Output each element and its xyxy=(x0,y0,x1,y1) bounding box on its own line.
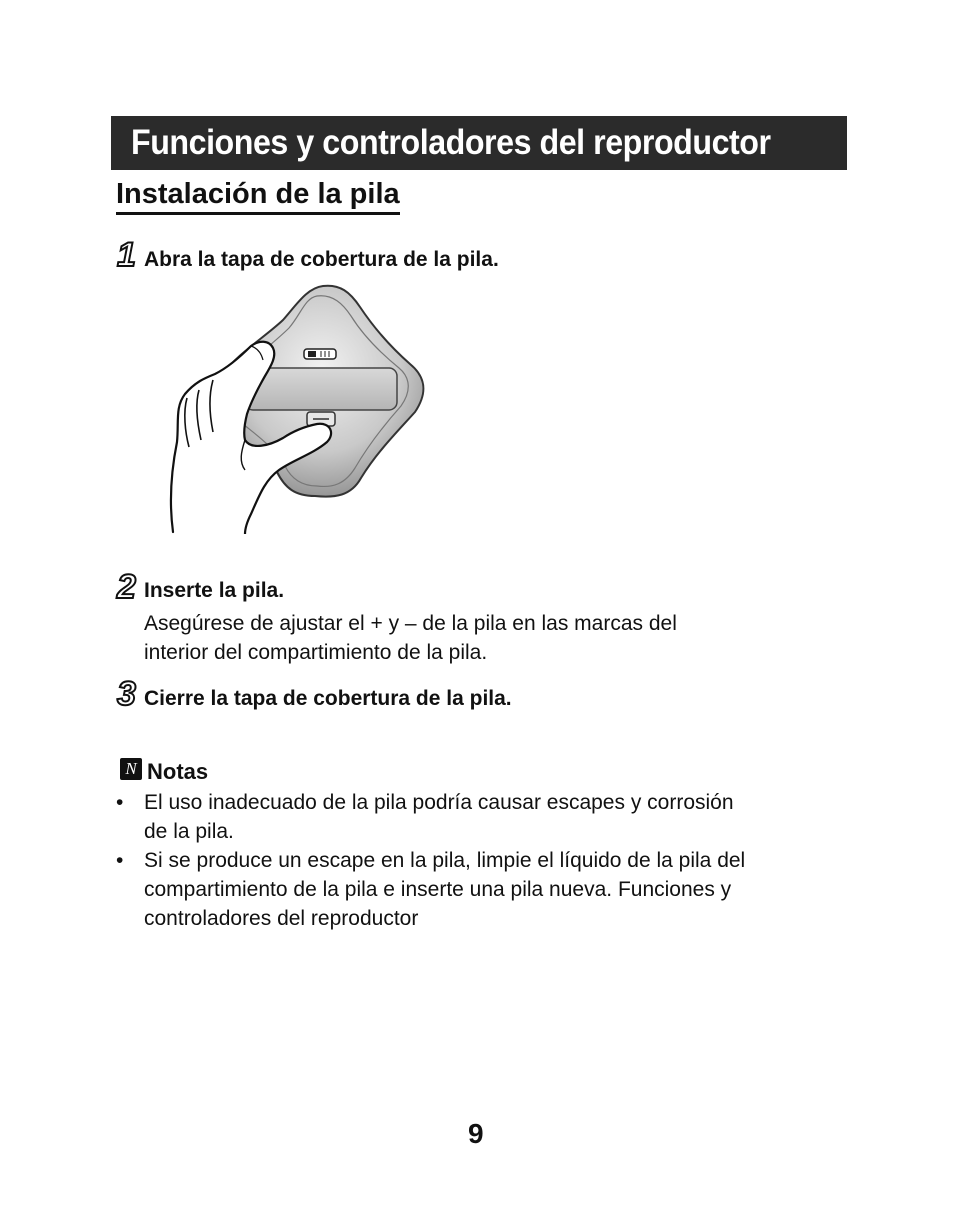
bullet-marker: • xyxy=(116,849,124,872)
note-1-line-2: de la pila. xyxy=(144,820,234,843)
step-3-number: 3 xyxy=(117,675,136,713)
bullet-marker: • xyxy=(116,791,124,814)
step-1-title: Abra la tapa de cobertura de la pila. xyxy=(144,248,499,271)
step-1-number: 1 xyxy=(117,236,136,274)
step-2-body-line-2: interior del compartimiento de la pila. xyxy=(144,641,488,664)
note-2-line-2: compartimiento de la pila e inserte una pila nueva. Funciones y xyxy=(144,878,732,901)
note-1-line-1: El uso inadecuado de la pila podría causar escapes y corrosión xyxy=(144,791,734,814)
chapter-title: Funciones y controladores del reproductor xyxy=(131,123,771,162)
step-2-title: Inserte la pila. xyxy=(144,579,285,602)
notes-title: Notas xyxy=(147,759,209,784)
note-icon: N xyxy=(120,758,142,780)
notes-list xyxy=(116,788,745,933)
list-item xyxy=(116,788,745,846)
section-title: Instalación de la pila xyxy=(116,178,400,215)
page-number: 9 xyxy=(468,1118,484,1149)
step-3-title: Cierre la tapa de cobertura de la pila. xyxy=(144,687,512,710)
chapter-title-bar xyxy=(111,116,847,170)
step-2-body-line-1: Asegúrese de ajustar el + y – de la pila en las marcas del xyxy=(144,612,677,635)
note-2-line-1: Si se produce un escape en la pila, limpie el líquido de la pila del xyxy=(144,849,746,872)
list-item xyxy=(116,846,745,933)
battery-cover-illustration xyxy=(165,282,435,534)
step-2-number: 2 xyxy=(117,568,136,606)
note-2-line-3: controladores del reproductor xyxy=(144,907,419,930)
